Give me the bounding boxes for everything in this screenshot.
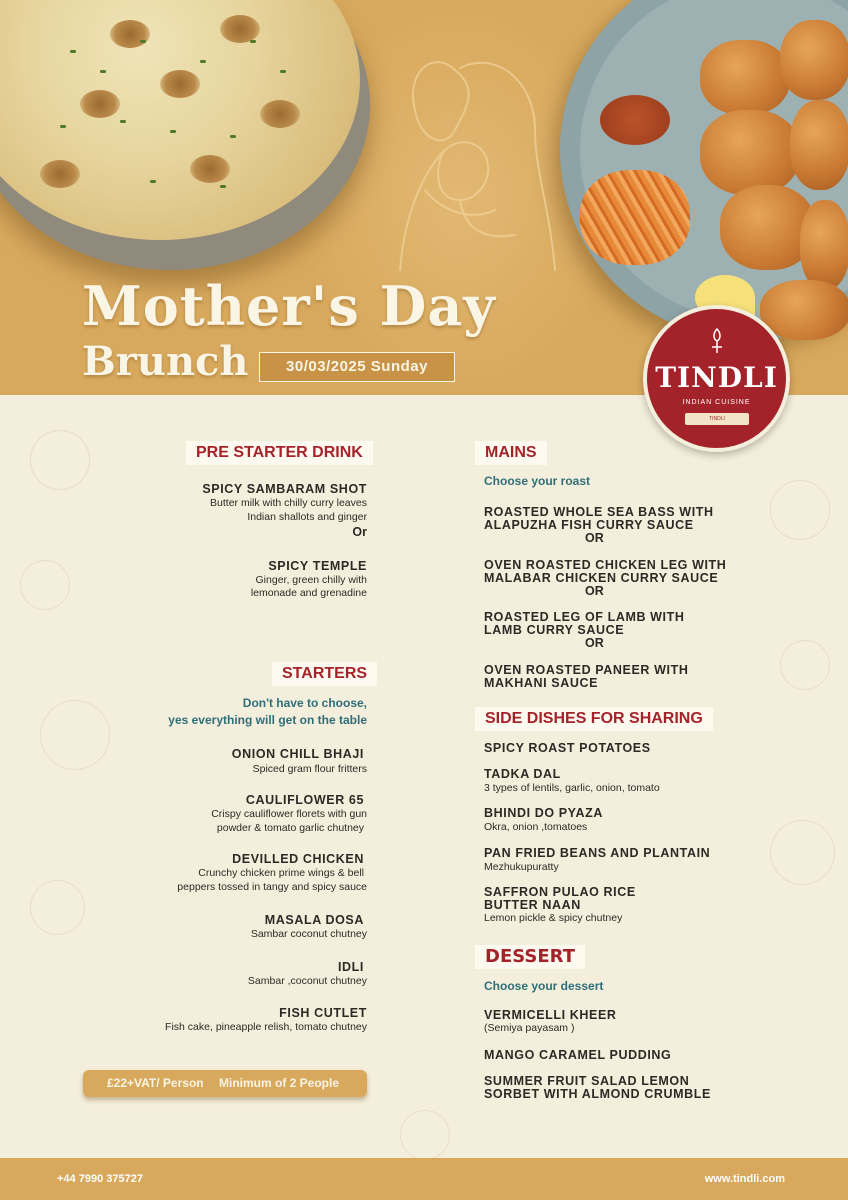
menu-item-desc: peppers tossed in tangy and spicy sauce xyxy=(177,881,367,893)
menu-item-name: SPICY TEMPLE xyxy=(268,559,367,573)
menu-item-desc: Sambar coconut chutney xyxy=(250,928,367,940)
dessert-note: Choose your dessert xyxy=(484,979,604,993)
menu-item-name: SUMMER FRUIT SALAD LEMON xyxy=(484,1074,690,1088)
or-separator: OR xyxy=(585,531,604,545)
menu-item-name: ONION CHILL BHAJI xyxy=(231,747,364,761)
mother-and-child-icon xyxy=(385,40,560,290)
chutney-image xyxy=(600,95,670,145)
or-separator: OR xyxy=(585,584,604,598)
menu-item-name: DEVILLED CHICKEN xyxy=(232,852,364,866)
or-separator: OR xyxy=(585,636,604,650)
price-banner xyxy=(83,1070,367,1097)
menu-item-desc: Spiced gram flour fritters xyxy=(252,763,367,775)
section-side-dishes: SIDE DISHES FOR SHARING xyxy=(475,707,713,731)
menu-item-desc: Sambar ,coconut chutney xyxy=(247,975,367,987)
menu-item-name: MALABAR CHICKEN CURRY SAUCE xyxy=(484,571,719,585)
menu-item-desc: Mezhukupuratty xyxy=(484,861,559,873)
menu-item-name: FISH CUTLET xyxy=(279,1006,367,1020)
minimum-people: Minimum of 2 People xyxy=(219,1076,340,1090)
event-date: 30/03/2025 Sunday xyxy=(259,352,455,382)
menu-item-name: SPICY ROAST POTATOES xyxy=(484,741,651,755)
section-pre-starter: PRE STARTER DRINK xyxy=(186,441,373,465)
page-subtitle: Brunch xyxy=(82,338,249,385)
menu-item-name: MASALA DOSA xyxy=(264,913,364,927)
tindli-logo xyxy=(643,305,790,452)
menu-item-name: TADKA DAL xyxy=(484,767,561,781)
menu-item-desc: Ginger, green chilly with xyxy=(255,574,367,586)
menu-item-desc: Indian shallots and ginger xyxy=(247,511,367,523)
menu-item-name: MAKHANI SAUCE xyxy=(484,676,599,690)
menu-item-desc: powder & tomato garlic chutney xyxy=(216,822,364,834)
menu-item-desc: (Semiya payasam ) xyxy=(484,1022,575,1034)
logo-ribbon: TINDLI xyxy=(685,413,749,425)
menu-item-name: IDLI xyxy=(337,960,364,974)
or-separator: Or xyxy=(352,525,367,539)
menu-item-name: LAMB CURRY SAUCE xyxy=(484,623,625,637)
menu-item-name: SPICY SAMBARAM SHOT xyxy=(202,482,367,496)
section-dessert: DESSERT xyxy=(475,945,585,969)
section-starters: STARTERS xyxy=(272,662,377,686)
page-title: Mother's Day xyxy=(82,274,496,338)
mains-note: Choose your roast xyxy=(484,474,591,488)
menu-item-name: PAN FRIED BEANS AND PLANTAIN xyxy=(484,846,711,860)
menu-item-desc: lemonade and grenadine xyxy=(250,587,367,599)
menu-item-name: OVEN ROASTED PANEER WITH xyxy=(484,663,689,677)
menu-item-name: BUTTER NAAN xyxy=(484,898,581,912)
menu-item-name: SAFFRON PULAO RICE xyxy=(484,885,636,899)
menu-item-name: VERMICELLI KHEER xyxy=(484,1008,617,1022)
logo-tagline: INDIAN CUISINE xyxy=(682,399,751,406)
menu-item-name: CAULIFLOWER 65 xyxy=(245,793,364,807)
logo-name: TINDLI xyxy=(655,361,778,394)
menu-item-desc: Fish cake, pineapple relish, tomato chutney xyxy=(165,1021,367,1033)
menu-item-name: SORBET WITH ALMOND CRUMBLE xyxy=(484,1087,711,1101)
peacock-icon xyxy=(707,327,727,355)
starters-note: Don't have to choose, xyxy=(242,696,367,710)
menu-item-desc: Crispy cauliflower florets with gun xyxy=(211,808,367,820)
menu-item-name: ROASTED LEG OF LAMB WITH xyxy=(484,610,685,624)
carrot-salad-image xyxy=(580,170,690,265)
menu-item-desc: Okra, onion ,tomatoes xyxy=(484,821,588,833)
starters-note: yes everything will get on the table xyxy=(168,713,367,727)
menu-item-name: ROASTED WHOLE SEA BASS WITH xyxy=(484,505,714,519)
menu-item-name: OVEN ROASTED CHICKEN LEG WITH xyxy=(484,558,727,572)
menu-item-desc: Lemon pickle & spicy chutney xyxy=(484,912,623,924)
phone-number: +44 7990 375727 xyxy=(57,1173,143,1185)
menu-item-name: MANGO CARAMEL PUDDING xyxy=(484,1048,672,1062)
footer xyxy=(0,1158,848,1200)
menu-item-desc: Butter milk with chilly curry leaves xyxy=(210,497,367,509)
menu-item-desc: Crunchy chicken prime wings & bell xyxy=(198,867,364,879)
section-mains: MAINS xyxy=(475,441,547,465)
menu-item-desc: 3 types of lentils, garlic, onion, tomato xyxy=(484,782,660,794)
menu-item-name: BHINDI DO PYAZA xyxy=(484,806,603,820)
price-per-person: £22+VAT/ Person xyxy=(107,1076,204,1090)
website-link[interactable]: www.tindli.com xyxy=(704,1173,785,1185)
menu-item-name: ALAPUZHA FISH CURRY SAUCE xyxy=(484,518,694,532)
